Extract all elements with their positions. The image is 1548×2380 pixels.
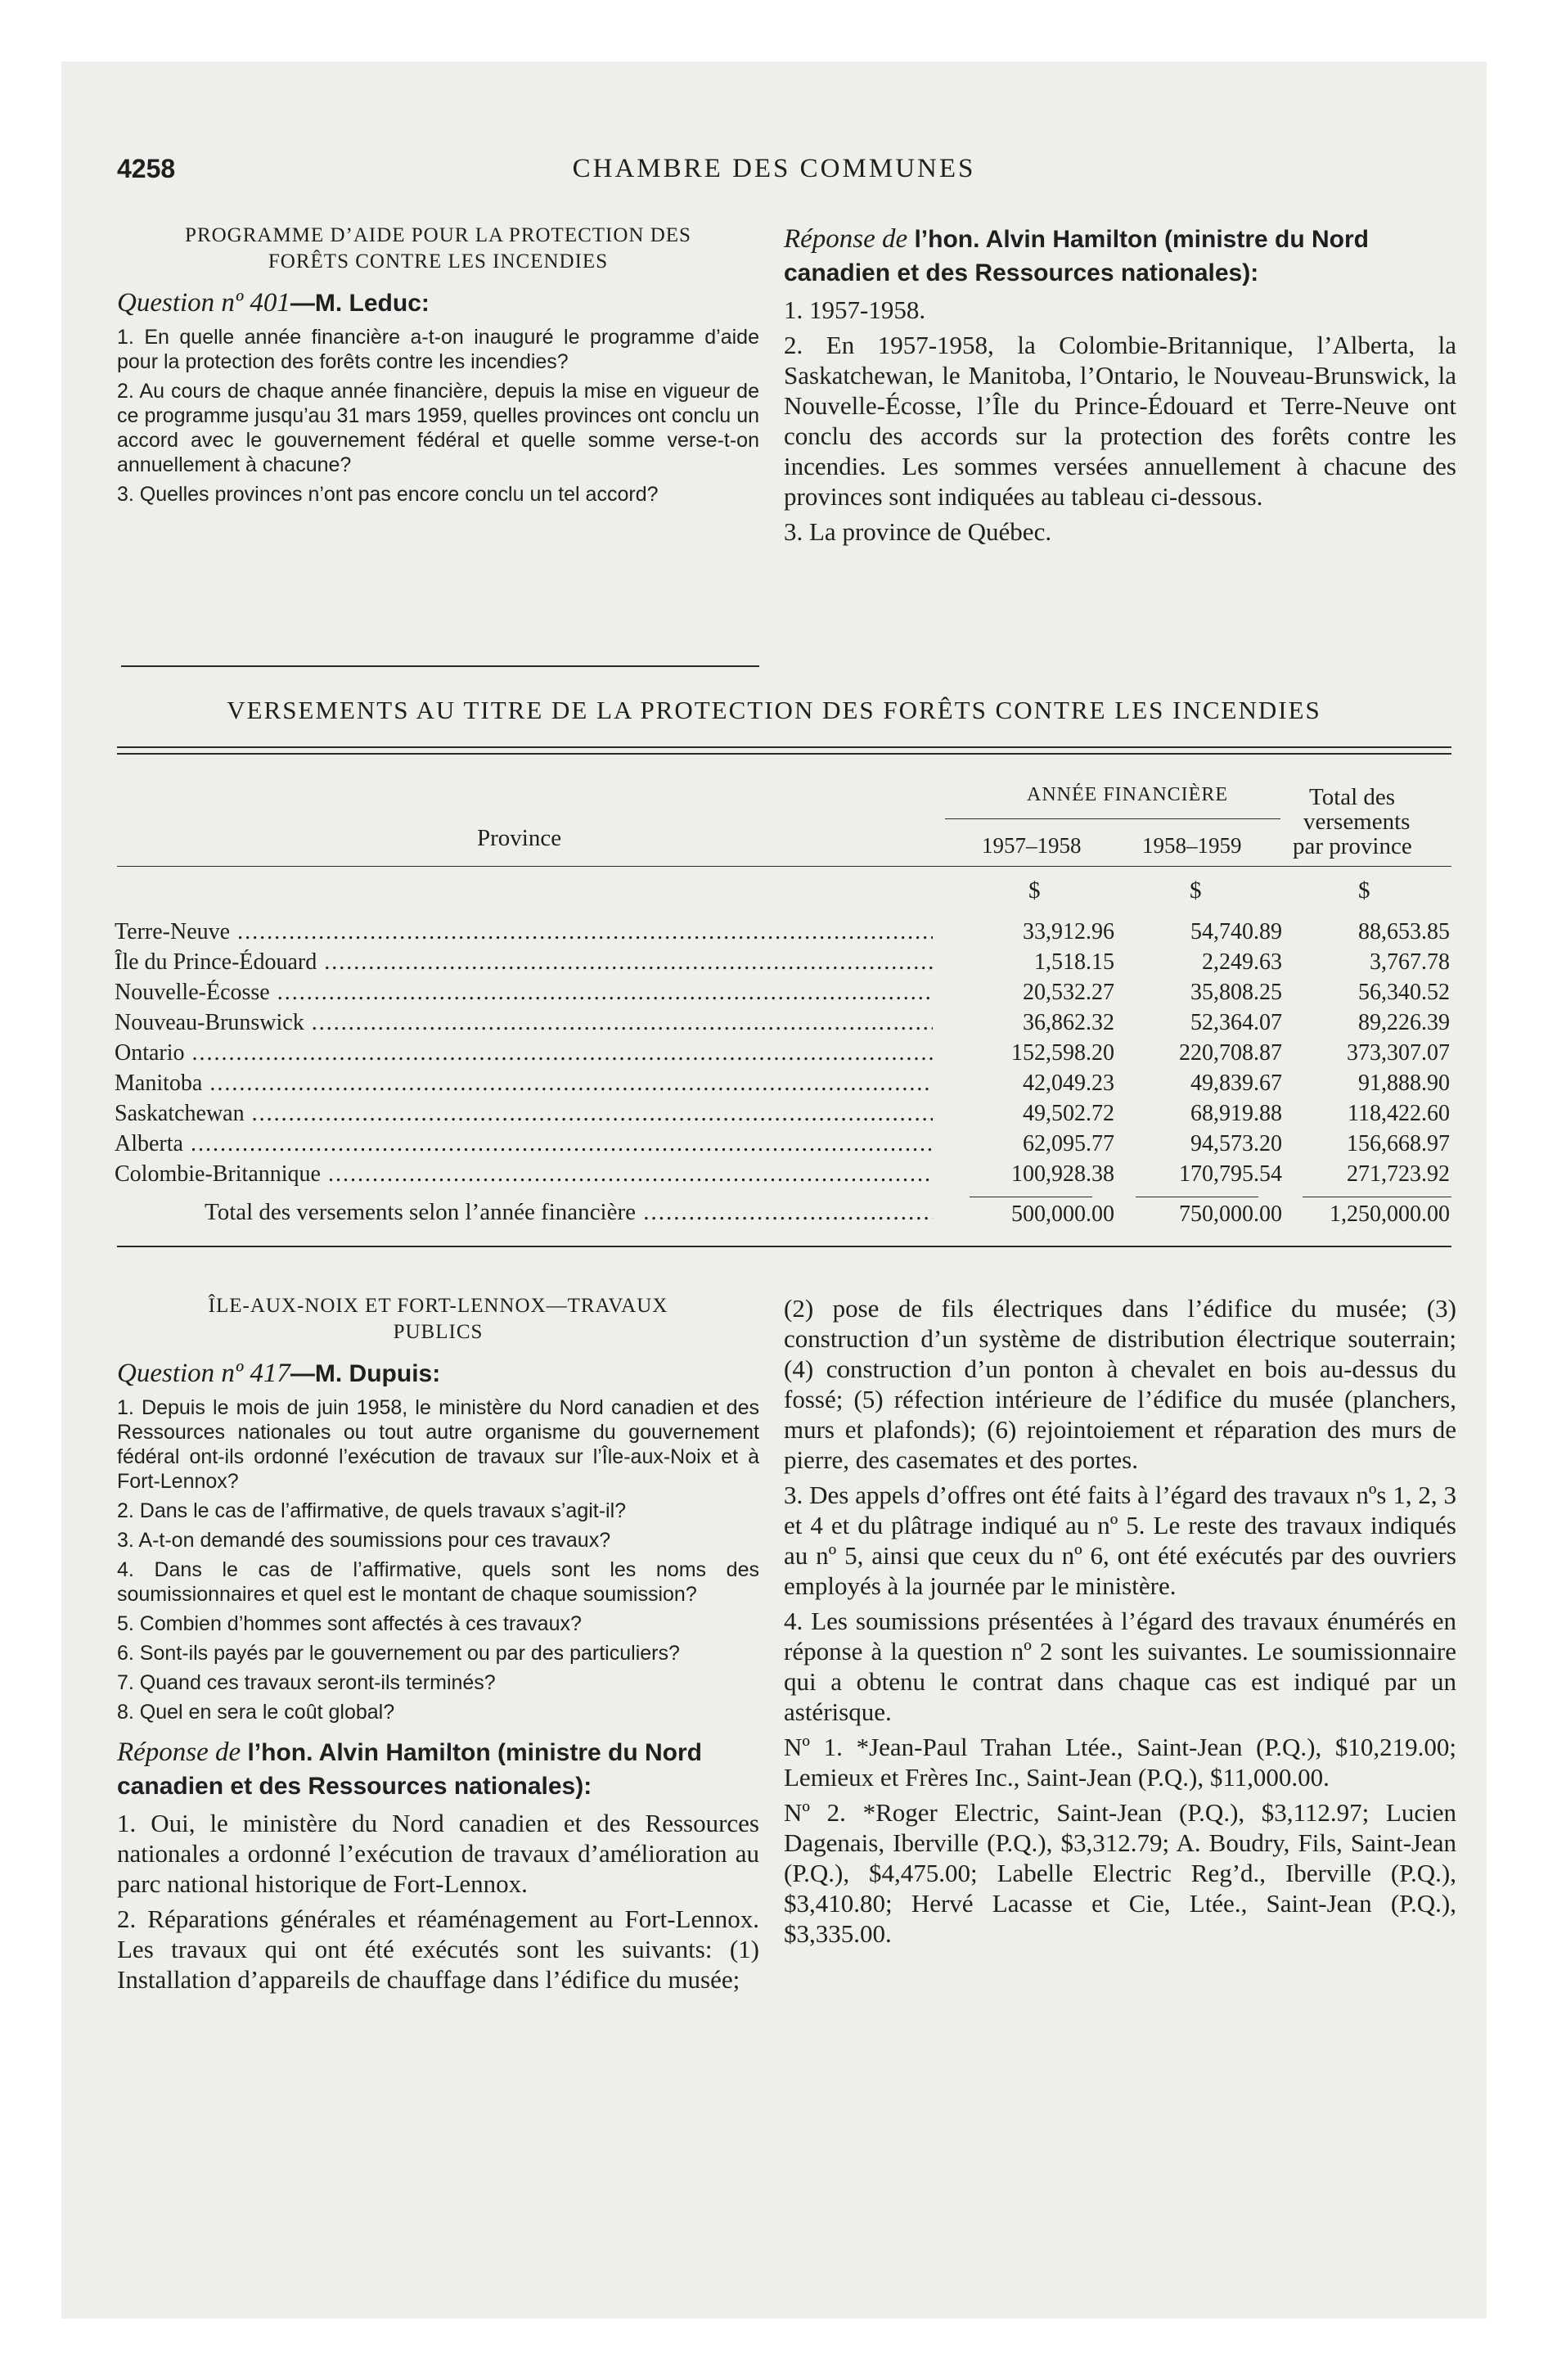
value-total: 271,723.92 <box>1347 1161 1450 1187</box>
value-1957-1958: 1,518.15 <box>1034 949 1114 975</box>
question-item: 6. Sont-ils payés par le gouvernement ou par des particuliers? <box>117 1642 680 1665</box>
value-1958-1959: 54,740.89 <box>1190 919 1282 944</box>
province-name: Manitoba ..... <box>115 1071 933 1097</box>
section1-questions <box>117 325 759 507</box>
value-1957-1958: 62,095.77 <box>1023 1131 1114 1156</box>
reply-author: l’hon. Alvin Hamilton (ministre du Nord canadien et des Ressources nationales): <box>784 226 1370 286</box>
section1-heading-line1: PROGRAMME D’AIDE POUR LA PROTECTION DES <box>185 224 691 246</box>
value-1958-1959: 94,573.20 <box>1190 1131 1282 1156</box>
column-header-total-1: Total des <box>1309 784 1396 810</box>
section1-divider <box>121 665 759 667</box>
section2-questions <box>117 1395 759 1724</box>
value-1957-1958: 20,532.27 <box>1023 980 1114 1005</box>
column-header-total-3: par province <box>1293 833 1412 859</box>
section2-left-column <box>117 1293 759 1999</box>
value-1957-1958: 33,912.96 <box>1023 919 1114 944</box>
reply-label: Réponse de <box>784 224 908 254</box>
running-head <box>117 154 1431 192</box>
column-header-fiscal-year: ANNÉE FINANCIÈRE <box>1027 784 1228 805</box>
question-item: 3. A-t-on demandé des soumissions pour ces travaux? <box>117 1529 611 1552</box>
province-name: Île du Prince-Édouard ..... <box>115 949 933 976</box>
answer-item: 1. 1957-1958. <box>784 295 926 324</box>
reply-author: l’hon. Alvin Hamilton (ministre du Nord canadien et des Ressources nationales): <box>117 1739 703 1800</box>
section1-reply-heading <box>784 223 1456 290</box>
section2-question-line <box>117 1359 759 1389</box>
section2-heading-line2: PUBLICS <box>393 1321 484 1343</box>
value-total: 89,226.39 <box>1358 1010 1450 1035</box>
answer-item: Nº 1. *Jean-Paul Trahan Ltée., Saint-Jean (P.Q.), $10,219.00; Lemieux et Frères Inc., Saint-Jean (P.Q.), $11,000.00. <box>784 1733 1456 1792</box>
value-1958-1959: 35,808.25 <box>1190 980 1282 1005</box>
question-author: —M. Dupuis: <box>290 1360 441 1387</box>
currency-symbol: $ <box>1028 877 1041 904</box>
value-total: 88,653.85 <box>1358 919 1450 944</box>
value-total: 91,888.90 <box>1358 1071 1450 1096</box>
column-header-1958-1959: 1958–1959 <box>1142 833 1242 858</box>
page-number: 4258 <box>117 154 176 183</box>
value-1958-1959: 2,249.63 <box>1202 949 1282 975</box>
table-top-rule <box>117 746 1451 748</box>
answer-item: 3. La province de Québec. <box>784 517 1052 546</box>
column-header-province: Province <box>477 825 562 851</box>
question-item: 2. Dans le cas de l’affirmative, de quels travaux s’agit-il? <box>117 1499 627 1522</box>
question-item: 1. En quelle année financière a-t-on inauguré le programme d’aide pour la protection des forêts contre les incendies? <box>117 326 759 373</box>
section2-reply <box>117 1736 759 1995</box>
question-label: Question nº 417 <box>117 1359 290 1388</box>
header-bottom-rule <box>117 866 1451 867</box>
value-1958-1959: 220,708.87 <box>1179 1040 1282 1066</box>
value-total: 373,307.07 <box>1347 1040 1450 1066</box>
answer-item: 2. En 1957-1958, la Colombie-Britannique, l’Alberta, la Saskatchewan, le Manitoba, l’Ontario, le Nouveau-Brunswick, la Nouvelle-Écosse, l’Île du Prince-Édouard et Terre-Neuve ont conclu des accords sur la protection des forêts contre les incendies. Les sommes versées annuellement à chacune des provinces sont indiquées au tableau ci-dessous. <box>784 331 1456 511</box>
province-name: Nouveau-Brunswick ..... <box>115 1010 933 1036</box>
column-header-1957-1958: 1957–1958 <box>982 833 1082 858</box>
table-top-rule-2 <box>117 753 1451 755</box>
question-author: —M. Leduc: <box>290 290 430 317</box>
province-name: Saskatchewan ..... <box>115 1101 933 1127</box>
province-name: Terre-Neuve ..... <box>115 919 933 945</box>
section1-heading-line2: FORÊTS CONTRE LES INCENDIES <box>268 250 609 273</box>
section2-right-column <box>784 1293 1456 1954</box>
answer-item: Nº 2. *Roger Electric, Saint-Jean (P.Q.), $3,112.97; Lucien Dagenais, Iberville (P.Q.), $3,312.79; A. Boudry, Fils, Saint-Jean (P.Q.), $4,475.00; Labelle Electric Reg’d., Iberville (P.Q.), $3,410.80; Hervé Lacasse et Cie, Ltée., Saint-Jean (P.Q.), $3,335.00. <box>784 1798 1456 1948</box>
value-total: 118,422.60 <box>1348 1101 1450 1126</box>
section2-heading-line1: ÎLE-AUX-NOIX ET FORT-LENNOX—TRAVAUX <box>208 1295 668 1317</box>
reply-label: Réponse de <box>117 1738 241 1767</box>
value-1958-1959: 68,919.88 <box>1190 1101 1282 1126</box>
page-title: CHAMBRE DES COMMUNES <box>572 154 976 183</box>
column-header-total-2: versements <box>1303 809 1411 835</box>
province-name: Nouvelle-Écosse ..... <box>115 980 933 1006</box>
question-item: 7. Quand ces travaux seront-ils terminés? <box>117 1671 496 1694</box>
answer-item: 3. Des appels d’offres ont été faits à l’égard des travaux nºs 1, 2, 3 et 4 et du plâtrage indiqué au nº 5. Le reste des travaux indiqués au nº 5, ainsi que ceux du nº 6, ont été exécutés par des ouvriers employés à la journée par le ministère. <box>784 1481 1456 1600</box>
value-1957-1958: 42,049.23 <box>1023 1071 1114 1096</box>
value-total: 156,668.97 <box>1347 1131 1450 1156</box>
currency-symbol: $ <box>1190 877 1202 904</box>
total-1958-1959: 750,000.00 <box>1179 1201 1282 1227</box>
answer-item: 2. Réparations générales et réaménagement au Fort-Lennox. Les travaux qui ont été exécutés sont les suivants: (1) Installation d’appareils de chauffage dans l’édifice du musée; <box>117 1904 759 1994</box>
question-item: 4. Dans le cas de l’affirmative, quels sont les noms des soumissionnaires et quel est le montant de chaque soumission? <box>117 1558 759 1606</box>
province-name: Alberta ..... <box>115 1131 933 1157</box>
value-total: 56,340.52 <box>1358 980 1450 1005</box>
table-title: VERSEMENTS AU TITRE DE LA PROTECTION DES FORÊTS CONTRE LES INCENDIES <box>227 696 1321 724</box>
question-item: 8. Quel en sera le coût global? <box>117 1701 395 1724</box>
question-item: 2. Au cours de chaque année financière, depuis la mise en vigueur de ce programme jusqu’au 31 mars 1959, quelles provinces ont conclu un accord avec le gouvernement fédéral et quelle somme verse-t-on annuellement à chacune? <box>117 380 759 476</box>
question-label: Question nº 401 <box>117 288 290 318</box>
answer-item: 1. Oui, le ministère du Nord canadien et des Ressources nationales a ordonné l’exécution de travaux d’amélioration au parc national historique de Fort-Lennox. <box>117 1809 759 1898</box>
province-name: Colombie-Britannique ..... <box>115 1161 933 1188</box>
section2-reply-heading <box>117 1736 759 1803</box>
answer-item: 4. Les soumissions présentées à l’égard des travaux énumérés en réponse à la question nº 2 sont les suivantes. Le soumissionnaire qui a obtenu le contrat dans chaque cas est indiqué par un astérisque. <box>784 1607 1456 1726</box>
province-name: Ontario ..... <box>115 1040 933 1066</box>
value-1958-1959: 170,795.54 <box>1179 1161 1282 1187</box>
question-item: 1. Depuis le mois de juin 1958, le ministère du Nord canadien et des Ressources nationales ou tout autre organisme du gouvernement fédéral ont-ils ordonné l’exécution de travaux sur l’Île-aux-Noix et à Fort-Lennox? <box>117 1396 759 1493</box>
total-label: Total des versements selon l’année financière ..... <box>205 1199 933 1226</box>
section1-reply-column <box>784 223 1456 552</box>
answer-item: (2) pose de fils électriques dans l’édifice du musée; (3) construction d’un système de distribution électrique souterrain; (4) construction d’un ponton à chevalet en bois au-dessus du fossé; (5) réfection intérieure de l’édifice du musée (planchers, murs et plafonds); (6) rejointoiement et réparation des murs de pierre, des casemates et des portes. <box>784 1294 1456 1474</box>
total-1957-1958: 500,000.00 <box>1011 1201 1114 1227</box>
fiscal-year-rule <box>945 818 1280 819</box>
total-all: 1,250,000.00 <box>1330 1201 1450 1227</box>
value-1957-1958: 36,862.32 <box>1023 1010 1114 1035</box>
value-total: 3,767.78 <box>1370 949 1450 975</box>
question-item: 5. Combien d’hommes sont affectés à ces travaux? <box>117 1612 582 1635</box>
value-1957-1958: 152,598.20 <box>1011 1040 1114 1066</box>
question-item: 3. Quelles provinces n’ont pas encore conclu un tel accord? <box>117 483 659 506</box>
section1-question-column <box>117 223 759 512</box>
table-bottom-rule <box>117 1246 1451 1247</box>
value-1957-1958: 49,502.72 <box>1023 1101 1114 1126</box>
section1-question-line <box>117 288 759 318</box>
value-1958-1959: 49,839.67 <box>1190 1071 1282 1096</box>
currency-symbol: $ <box>1358 877 1370 904</box>
value-1958-1959: 52,364.07 <box>1190 1010 1282 1035</box>
value-1957-1958: 100,928.38 <box>1011 1161 1114 1187</box>
